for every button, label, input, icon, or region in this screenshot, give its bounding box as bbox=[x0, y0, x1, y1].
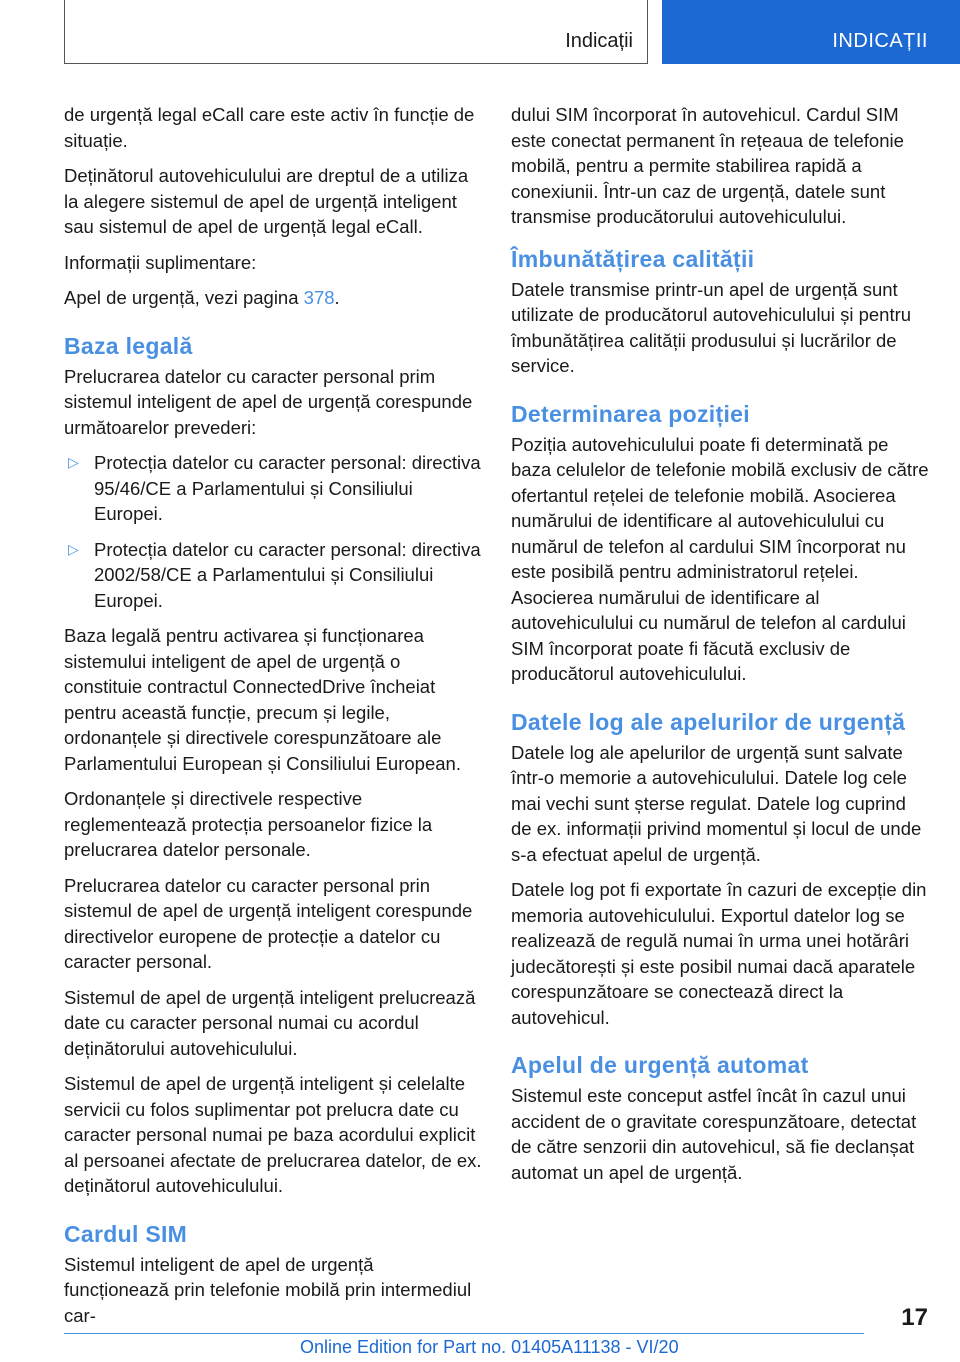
paragraph: Prelucrarea datelor cu caracter personal prin sistemul de apel de urgență inteligent corespunde directivelor europene de protecție a datelor cu caracter personal. bbox=[64, 874, 473, 972]
header-section-box bbox=[64, 0, 648, 64]
list-item-text: Protecția datelor cu caracter personal: directiva 2002/58/CE a Parlamentului și Consiliului Europei. bbox=[94, 538, 481, 611]
triangle-bullet-icon: ▷ bbox=[68, 540, 79, 557]
page-number: 17 bbox=[901, 1304, 928, 1331]
paragraph-end: . bbox=[334, 287, 340, 308]
section-heading-datele-log: Datele log ale apelurilor de urgență bbox=[511, 708, 906, 735]
paragraph: Prelucrarea datelor cu caracter personal prim sistemul inteligent de apel de urgență corespunde următoarelor prevederi: bbox=[64, 365, 473, 438]
paragraph: Sistemul de apel de urgență inteligent prelucrează date cu caracter personal numai cu acordul deținătorului autovehiculului. bbox=[64, 986, 476, 1059]
right-column bbox=[511, 102, 929, 1195]
header-chapter-label: INDICAȚII bbox=[832, 30, 928, 52]
footer-divider bbox=[64, 1333, 864, 1334]
paragraph: Baza legală pentru activarea și funcționarea sistemului inteligent de apel de urgență o constituie contractul ConnectedDrive încheiat pentru această funcție, precum și legile, ordonanțele și directivele corespunzătoare ale Parlamentului European și Consiliului European. bbox=[64, 625, 461, 774]
section-heading-cardul-sim: Cardul SIM bbox=[64, 1220, 188, 1247]
header-section-label: Indicații bbox=[565, 30, 633, 52]
triangle-bullet-icon: ▷ bbox=[68, 454, 79, 470]
paragraph: Sistemul este conceput astfel încât în cazul unui accident de o gravitate corespunzătoare, detectat de către senzorii din autovehicul, să fie declanșat automat un apel de urgență. bbox=[511, 1085, 917, 1183]
paragraph-with-link bbox=[64, 285, 482, 311]
paragraph: Sistemul inteligent de apel de urgență funcționează prin telefonie mobilă prin intermediul car- bbox=[64, 1253, 472, 1326]
section-heading-determinarea-pozitiei: Determinarea poziției bbox=[511, 400, 750, 427]
paragraph: Ordonanțele și directivele respective reglementează protecția persoanelor fizice la prelucrarea datelor personale. bbox=[64, 788, 433, 860]
paragraph: Datele transmise printr-un apel de urgență sunt utilizate de producătorul autovehiculului și pentru îmbunătățirea calității produsului și lucrărilor de service. bbox=[511, 278, 912, 376]
page-reference-link[interactable]: 378 bbox=[303, 287, 335, 308]
paragraph: Informații suplimentare: bbox=[64, 251, 257, 273]
paragraph: Deținătorul autovehiculului are dreptul de a utiliza la alegere sistemul de apel de urgență inteligent sau sistemul de apel de urgență legal eCall. bbox=[64, 165, 469, 237]
header-chapter-tab bbox=[662, 0, 960, 64]
paragraph: Datele log ale apelurilor de urgență sunt salvate într-o memorie a autovehiculului. Datele log cele mai vechi sunt șterse regulat. Datele log cuprind de ex. informații privind momentul și locul de unde s-a efectuat apelul de urgență. bbox=[511, 741, 922, 865]
list-item bbox=[64, 537, 482, 614]
paragraph: dului SIM încorporat în autovehicul. Cardul SIM este conectat permanent în rețeaua de telefonie mobilă, pentru a permite stabilirea rapidă a conexiunii. Într-un caz de urgență, datele sunt transmise producătorului autovehiculului. bbox=[511, 104, 904, 227]
paragraph: Sistemul de apel de urgență inteligent și celelalte servicii cu folos suplimentar pot prelucra date cu caracter personal numai pe baza acordului explicit al persoanei afectate de prelucrarea datelor, de ex. deținătorul autovehiculului. bbox=[64, 1073, 482, 1196]
list-item-text: Protecția datelor cu caracter personal: directiva 95/46/CE a Parlamentului și Consiliului Europei. bbox=[94, 452, 481, 524]
section-heading-apelul-automat: Apelul de urgență automat bbox=[511, 1052, 809, 1078]
bullet-list bbox=[64, 450, 482, 613]
left-column bbox=[64, 102, 482, 1338]
list-item bbox=[64, 450, 482, 527]
paragraph: Poziția autovehiculului poate fi determinată pe baza celulelor de telefonie mobilă exclusiv de către ofertantul rețelei de telefonie mobilă. Asocierea numărului de identificare al autovehiculului cu numărul de telefon al cardului SIM încorporat nu este posibilă pentru administratorul rețelei. Asocierea numărului de identificare al autovehiculului cu numărul de telefon al cardului SIM încorporat poate fi făcută exclusiv de producătorul autovehiculului. bbox=[511, 433, 929, 684]
section-heading-baza-legala: Baza legală bbox=[64, 332, 193, 359]
section-heading-imbunatatirea-calitatii: Îmbunătățirea calității bbox=[511, 245, 755, 272]
paragraph: Datele log pot fi exportate în cazuri de excepție din memoria autovehiculului. Exportul datelor log se realizează de regulă numai în urma unei hotărâri judecătorești și este posibil numai dacă aparatele corespunzătoare se conectează direct la autovehicul. bbox=[511, 879, 927, 1028]
paragraph: de urgență legal eCall care este activ în funcție de situație. bbox=[64, 104, 475, 151]
paragraph-text: Apel de urgență, vezi pagina bbox=[64, 287, 304, 308]
footer-edition-text: Online Edition for Part no. 01405A11138 - VI/20 bbox=[300, 1337, 679, 1357]
